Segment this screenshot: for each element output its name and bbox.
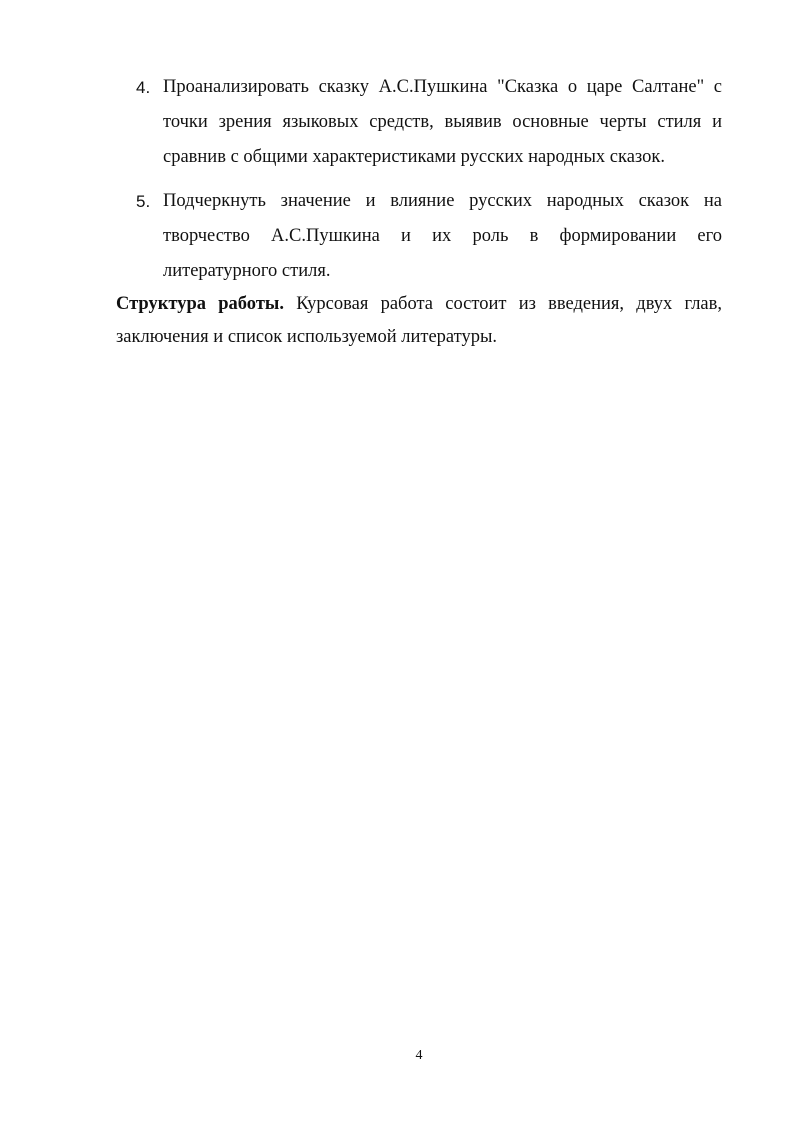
work-structure-paragraph bbox=[116, 288, 722, 354]
work-structure-text: Курсовая работа состоит из введения, двух глав, заключения и список используемой литературы. bbox=[116, 294, 723, 347]
task-list bbox=[116, 70, 722, 298]
list-item bbox=[116, 70, 722, 175]
work-structure-heading: Структура работы. bbox=[116, 294, 284, 314]
list-item bbox=[116, 184, 722, 289]
page-number: 4 bbox=[415, 1048, 423, 1063]
list-item-text: Подчеркнуть значение и влияние русских народных сказок на творчество А.С.Пушкина и их роль в формировании его литературного стиля. bbox=[163, 191, 722, 281]
list-item-number: 5. bbox=[136, 192, 151, 211]
list-item-text: Проанализировать сказку А.С.Пушкина "Сказка о царе Салтане" с точки зрения языковых средств, выявив основные черты стиля и сравнив с общими характеристиками русских народных сказок. bbox=[163, 77, 722, 167]
list-item-number: 4. bbox=[136, 78, 151, 97]
